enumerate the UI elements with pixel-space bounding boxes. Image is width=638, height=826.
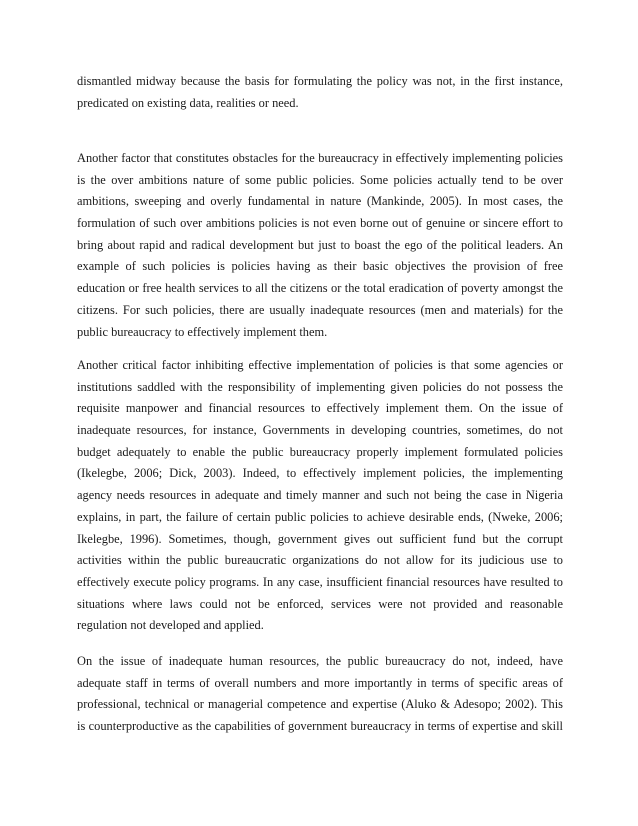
text-line: agency needs resources in adequate and timely manner and such not being the case in Nigeria xyxy=(77,488,563,503)
text-line: professional, technical or managerial competence and expertise (Aluko & Adesopo; 2002). This xyxy=(77,697,563,712)
text-line: (Ikelegbe, 2006; Dick, 2003). Indeed, to effectively implement policies, the implementing xyxy=(77,466,563,481)
text-line: formulation of such over ambitions policies is not even borne out of genuine or sincere effort to xyxy=(77,216,563,231)
text-line: education or free health services to all the citizens or the total eradication of poverty amongst the xyxy=(77,281,563,296)
text-line: public bureaucracy to effectively implement them. xyxy=(77,324,328,339)
text-line: requisite manpower and financial resources to effectively implement them. On the issue of xyxy=(77,401,563,416)
paragraph-inadequate-resources xyxy=(77,355,563,637)
text-line: is counterproductive as the capabilities of government bureaucracy in terms of expertise and skill xyxy=(77,719,563,734)
text-line: dismantled midway because the basis for formulating the policy was not, in the first instance, xyxy=(77,74,563,88)
text-line: bring about rapid and radical development but just to boast the ego of the political leaders. An xyxy=(77,237,563,252)
text-line: example of such policies is policies having as their basic objectives the provision of free xyxy=(77,259,563,274)
text-line: Ikelegbe, 1996). Sometimes, though, government gives out sufficient fund but the corrupt xyxy=(77,531,563,546)
text-line: budget adequately to enable the public bureaucracy properly implement formulated policies xyxy=(77,444,563,459)
paragraph-human-resources xyxy=(77,651,563,738)
text-line: ambitions, sweeping and overly fundamental in nature (Mankinde, 2005). In most cases, the xyxy=(77,194,563,209)
text-line: On the issue of inadequate human resources, the public bureaucracy do not, indeed, have xyxy=(77,654,563,668)
text-line: Another critical factor inhibiting effective implementation of policies is that some agencies or xyxy=(77,358,563,372)
text-line: Another factor that constitutes obstacles for the bureaucracy in effectively implementing policies xyxy=(77,151,563,165)
text-line: inadequate resources, for instance, Governments in developing countries, sometimes, do not xyxy=(77,423,563,438)
paragraph-policy-dismantled xyxy=(77,71,563,114)
text-line: predicated on existing data, realities or need. xyxy=(77,95,299,110)
text-line: effectively execute policy programs. In any case, insufficient financial resources have resulted to xyxy=(77,574,563,589)
text-line: regulation not developed and applied. xyxy=(77,618,264,633)
text-line: situations where laws could not be enforced, services were not provided and reasonable xyxy=(77,596,563,611)
paragraph-over-ambitious-policies xyxy=(77,148,563,343)
text-line: explains, in part, the failure of certain public policies to achieve desirable ends, (Nweke, 2006; xyxy=(77,509,563,524)
text-line: institutions saddled with the responsibility of implementing given policies do not possess the xyxy=(77,379,563,394)
text-line: adequate staff in terms of overall numbers and more importantly in terms of specific areas of xyxy=(77,675,563,690)
text-line: citizens. For such policies, there are usually inadequate resources (men and materials) for the xyxy=(77,302,563,317)
text-line: is the over ambitions nature of some public policies. Some policies actually tend to be over xyxy=(77,172,563,187)
text-line: activities within the public bureaucratic organizations do not allow for its judicious use to xyxy=(77,553,563,568)
